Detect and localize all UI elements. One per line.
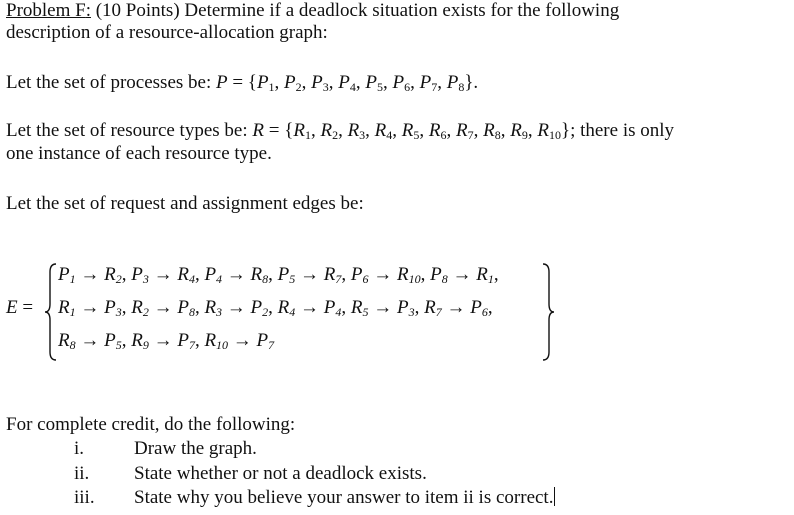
symbol: $R_{10}$	[396, 264, 421, 286]
tasks-intro: For complete credit, do the following:	[6, 414, 296, 435]
task-numeral-2: ii.	[74, 463, 90, 484]
symbol: $P_7$	[177, 330, 195, 352]
edge: $P_6 \to R_{10}$	[350, 264, 421, 286]
symbol: $R_8$	[58, 330, 76, 352]
symbol: $R_1$	[476, 264, 494, 286]
symbol: $P_3$	[131, 264, 149, 286]
edge: $R_{10} \to P_7$	[204, 330, 275, 352]
edge: $R_9 \to P_7$	[131, 330, 195, 352]
process-item: $P_8$	[446, 72, 465, 94]
resources-note-1: ; there is only	[570, 120, 675, 141]
task-numeral-3: iii.	[74, 487, 95, 508]
symbol: $P_5$	[277, 264, 296, 286]
process-item: $P_4$	[338, 72, 356, 94]
symbol: $R_4$	[277, 297, 296, 319]
process-item: $P_5$	[365, 72, 383, 94]
process-item: $P_1$	[256, 72, 275, 94]
resource-item: $R_{10}$	[537, 120, 561, 142]
symbol: $R_8$	[250, 264, 269, 286]
symbol: $P_8$	[177, 297, 195, 319]
resource-item: $R_3$	[347, 120, 366, 142]
symbol: $R_2$	[104, 264, 122, 286]
task-text-3: State why you believe your answer to item ii is correct.	[134, 487, 554, 508]
processes-symbol: P	[215, 72, 228, 93]
resource-item: $R_6$	[428, 120, 447, 142]
resources-intro: Let the set of resource types be:	[6, 120, 248, 141]
resource-item: $R_1$	[293, 120, 311, 142]
task-numeral-1: i.	[74, 438, 85, 459]
edge: $R_5 \to P_3$	[350, 297, 415, 319]
symbol: $R_{10}$	[204, 330, 229, 352]
symbol: $R_2$	[131, 297, 149, 319]
process-item: $P_2$	[284, 72, 302, 94]
edge: $R_1 \to P_3$	[58, 297, 122, 319]
symbol: $P_3$	[396, 297, 415, 319]
edge: $R_7 \to P_6$	[424, 297, 488, 319]
edge: $R_3 \to P_2$	[204, 297, 269, 319]
symbol: $P_2$	[250, 297, 269, 319]
symbol: $P_6$	[350, 264, 369, 286]
edge-row-1: $P_1 \to R_2$, $P_3 \to R_4$, $P_4 \to R_8$, $P_5 \to R_7$, $P_6 \to R_{10}$, $P_8 \to R_1$,	[58, 264, 499, 286]
processes-line: Let the set of processes be: $P = \{P_1$, $P_2$, $P_3$, $P_4$, $P_5$, $P_6$, $P_7$, $P_8$}.	[6, 72, 479, 94]
problem-statement-2: description of a resource-allocation graph:	[6, 22, 328, 43]
resources-list: $R_1$, $R_2$, $R_3$, $R_4$, $R_5$, $R_6$, $R_7$, $R_8$, $R_9$, $R_{10}$	[293, 120, 561, 142]
edge-row-3: $R_8 \to P_5$, $R_9 \to P_7$, $R_{10} \to P_7$	[58, 330, 275, 352]
symbol: $R_7$	[323, 264, 342, 286]
left-brace-icon	[44, 262, 58, 362]
process-item: $P_7$	[419, 72, 438, 94]
symbol: $R_4$	[177, 264, 195, 286]
problem-header: Problem F: (10 Points) Determine if a deadlock situation exists for the following	[6, 0, 620, 21]
symbol: $R_3$	[204, 297, 223, 319]
problem-statement-1: Determine if a deadlock situation exists for the following	[184, 0, 620, 21]
task-text-2: State whether or not a deadlock exists.	[134, 463, 427, 484]
resources-line: Let the set of resource types be: $R = \{R_1$, $R_2$, $R_3$, $R_4$, $R_5$, $R_6$, $R_7$, $R_8$, $R_9$, $R_{10}$}; there is only	[6, 120, 675, 142]
symbol: $P_3$	[104, 297, 122, 319]
edge: $R_2 \to P_8$	[131, 297, 195, 319]
symbol: $R_5$	[350, 297, 369, 319]
resource-item: $R_4$	[374, 120, 393, 142]
processes-intro: Let the set of processes be:	[6, 72, 212, 93]
edge: $P_8 \to R_1$	[430, 264, 494, 286]
task-text-1: Draw the graph.	[134, 438, 257, 459]
edge: $R_4 \to P_4$	[277, 297, 342, 319]
resources-symbol: R	[252, 120, 264, 141]
symbol: $P_7$	[256, 330, 275, 352]
resource-item: $R_2$	[320, 120, 339, 142]
right-brace-icon	[541, 262, 555, 362]
symbol: $R_1$	[58, 297, 76, 319]
symbol: $P_6$	[470, 297, 488, 319]
processes-list: $P_1$, $P_2$, $P_3$, $P_4$, $P_5$, $P_6$, $P_7$, $P_8$	[256, 72, 465, 94]
edge: $P_4 \to R_8$	[204, 264, 269, 286]
edge: $P_1 \to R_2$	[58, 264, 122, 286]
edge: $P_5 \to R_7$	[277, 264, 342, 286]
edges-intro: Let the set of request and assignment edges be:	[6, 193, 364, 214]
edge-set-label: E =	[6, 297, 34, 318]
resources-note-2: one instance of each resource type.	[6, 143, 272, 164]
resource-item: $R_8$	[483, 120, 501, 142]
resource-item: $R_9$	[510, 120, 528, 142]
edge: $R_8 \to P_5$	[58, 330, 122, 352]
problem-label: Problem F	[6, 0, 86, 21]
text-cursor	[554, 487, 555, 506]
symbol: $P_5$	[104, 330, 122, 352]
symbol: $P_4$	[323, 297, 342, 319]
edge-row-2: $R_1 \to P_3$, $R_2 \to P_8$, $R_3 \to P_2$, $R_4 \to P_4$, $R_5 \to P_3$, $R_7 \to P_6$,	[58, 297, 493, 319]
symbol: $R_7$	[424, 297, 442, 319]
resource-item: $R_7$	[456, 120, 474, 142]
process-item: $P_3$	[311, 72, 329, 94]
symbol: $P_4$	[204, 264, 223, 286]
process-item: $P_6$	[392, 72, 411, 94]
symbol: $P_1$	[58, 264, 76, 286]
edge: $P_3 \to R_4$	[131, 264, 195, 286]
symbol: $R_9$	[131, 330, 149, 352]
problem-points: (10 Points)	[95, 0, 180, 21]
resource-item: $R_5$	[401, 120, 420, 142]
edge-set-equation	[6, 262, 606, 372]
symbol: $P_8$	[430, 264, 448, 286]
